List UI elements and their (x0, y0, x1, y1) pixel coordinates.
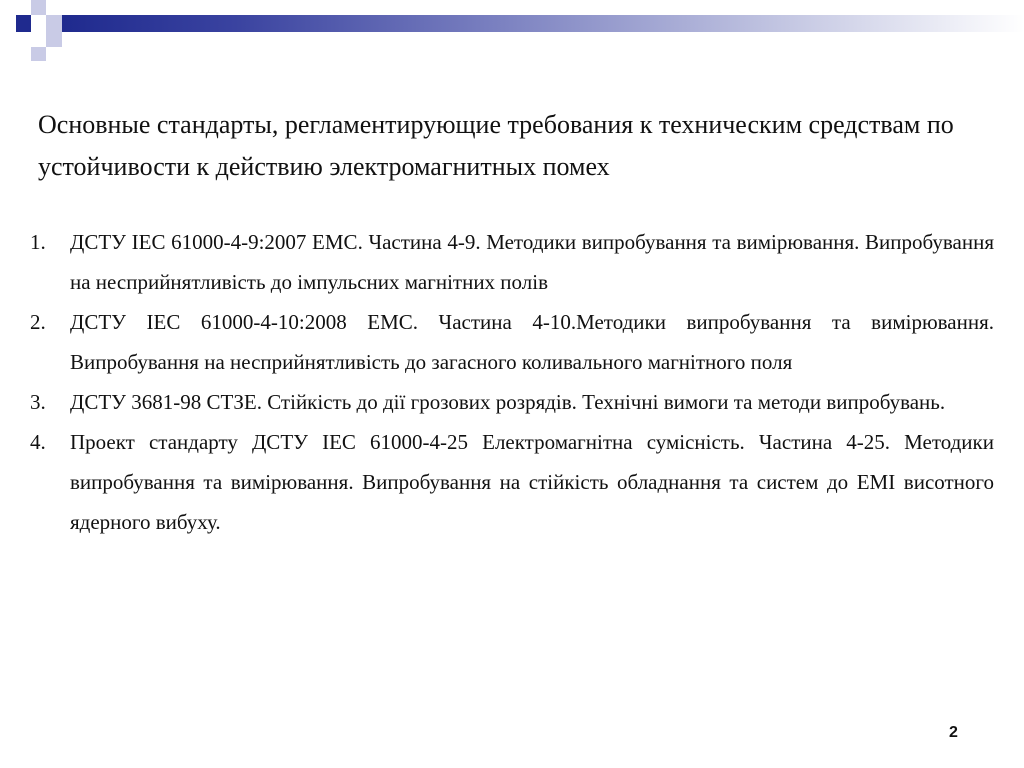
header-square-light (46, 32, 62, 47)
list-item (30, 222, 994, 302)
page-number: 2 (949, 724, 958, 741)
list-item-text: ДСТУ IEC 61000-4-9:2007 EMC. Частина 4-9. Методики випробування та вимірювання. Випробування на несприйнятливість до імпульсних магнітних полів (70, 230, 994, 294)
list-item (30, 302, 994, 382)
header-square-light (31, 0, 46, 15)
standards-list (30, 222, 994, 542)
list-item-number: 3. (30, 390, 46, 414)
list-item-text: ДСТУ IEC 61000-4-10:2008 EMC. Частина 4-10.Методики випробування та вимірювання. Випробування на несприйнятливість до загасного коливального магнітного поля (70, 310, 994, 374)
header-square-dark (16, 15, 31, 32)
list-item-number: 4. (30, 430, 46, 454)
slide-title: Основные стандарты, регламентирующие требования к техническим средствам по устойчивости к действию электромагнитных помех (38, 110, 954, 181)
header-square-light (46, 15, 62, 32)
list-item-text: Проект стандарту ДСТУ IEC 61000-4-25 Електромагнітна сумісність. Частина 4-25. Методики випробування та вимірювання. Випробування на стійкість обладнання та систем до EMI висотного ядерного вибуху. (70, 430, 994, 534)
list-item-number: 2. (30, 310, 46, 334)
list-item (30, 382, 994, 422)
header-square-light (31, 47, 46, 61)
list-item (30, 422, 994, 542)
list-item-number: 1. (30, 230, 46, 254)
list-item-text: ДСТУ 3681-98 СТЗЕ. Стійкість до дії грозових розрядів. Технічні вимоги та методи випробувань. (70, 390, 946, 414)
header-gradient-bar (62, 15, 1024, 32)
